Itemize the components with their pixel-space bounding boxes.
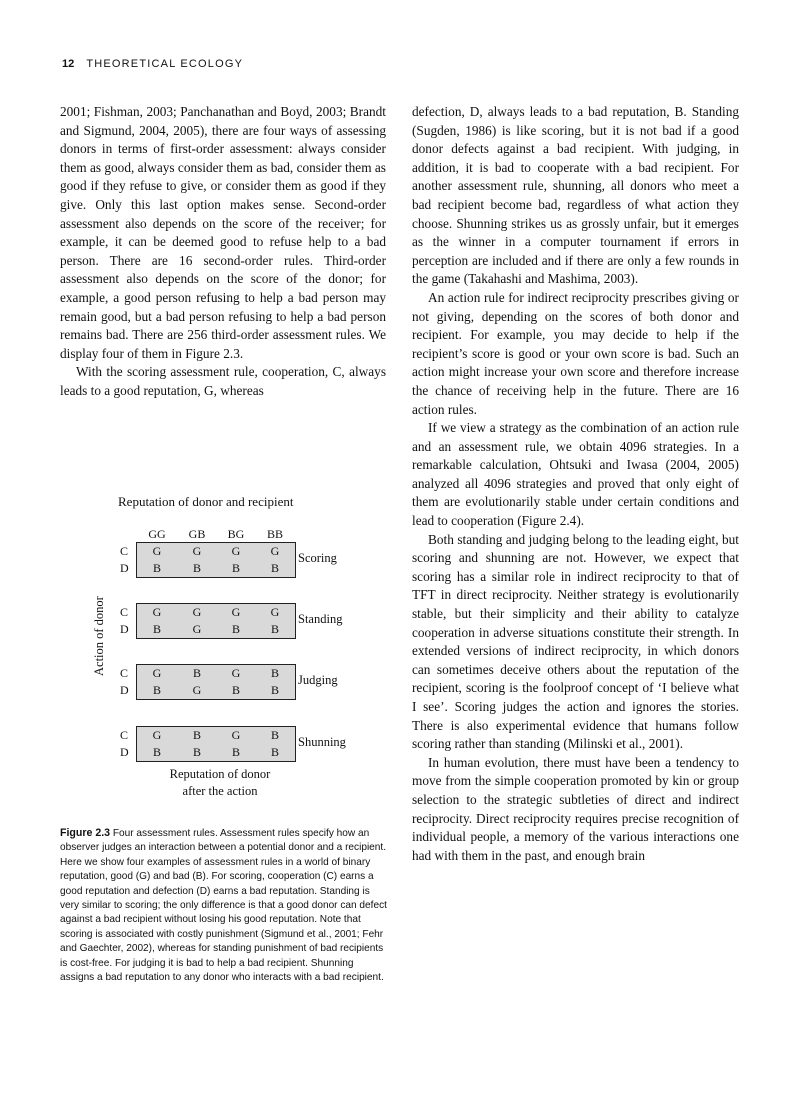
cell-standing-d-bb: B bbox=[270, 622, 279, 636]
cell-judging-c-gg: G bbox=[152, 666, 162, 680]
cell-shunning-d-gb: B bbox=[192, 745, 201, 759]
cell-standing-c-gb: G bbox=[192, 605, 202, 619]
column-header-gg: GG bbox=[148, 527, 166, 541]
cell-scoring-c-bg: G bbox=[231, 544, 241, 558]
cell-standing-c-bb: G bbox=[270, 605, 280, 619]
column-header-bg: BG bbox=[227, 527, 245, 541]
page-number: 12 bbox=[62, 58, 75, 70]
cell-shunning-c-gb: B bbox=[192, 728, 201, 742]
running-head bbox=[62, 58, 243, 70]
cell-standing-c-gg: G bbox=[152, 605, 162, 619]
cell-scoring-d-gg: B bbox=[152, 561, 161, 575]
rule-name-scoring: Scoring bbox=[298, 551, 337, 565]
cell-scoring-d-bb: B bbox=[270, 561, 279, 575]
left-column-text bbox=[60, 103, 386, 401]
cell-shunning-c-bg: G bbox=[231, 728, 241, 742]
cell-judging-d-gg: B bbox=[152, 683, 161, 697]
row-label-d: D bbox=[120, 622, 129, 636]
cell-judging-c-bb: B bbox=[270, 666, 279, 680]
row-label-c: C bbox=[120, 544, 129, 558]
figure-title: Reputation of donor and recipient bbox=[118, 494, 294, 509]
cell-shunning-c-gg: G bbox=[152, 728, 162, 742]
figure-caption bbox=[60, 826, 388, 985]
cell-scoring-c-gg: G bbox=[152, 544, 162, 558]
cell-judging-c-bg: G bbox=[231, 666, 241, 680]
cell-shunning-c-bb: B bbox=[270, 728, 279, 742]
caption-label: Figure 2.3 bbox=[60, 827, 111, 839]
left-paragraph-2: With the scoring assessment rule, cooperation, C, always leads to a good reputation, G, whereas bbox=[60, 364, 386, 398]
cell-scoring-d-gb: B bbox=[192, 561, 201, 575]
right-paragraph-4: Both standing and judging belong to the leading eight, but scoring and shunning are not. However, we expect that scoring has a similar role in indirect reciprocity to that of TFT in direct reciprocity. Neither strategy is evolutionarily stable, but their simplicity and their ability to catalyze cooperation in adverse situations constitute their strength. In extended versions of indirect reciprocity, in which donors can sometimes deceive others about the reputation of the recipient, scoring is the foolproof concept of ‘I believe what I see’. Scoring judges the action and ignores the stories. There is also experimental evidence that humans follow scoring rather than standing (Milinski et al., 2001). bbox=[412, 531, 739, 752]
right-paragraph-3: If we view a strategy as the combination of an action rule and an assessment rule, we obtain 4096 strategies. In a remarkable calculation, Ohtsuki and Iwasa (2004, 2005) analyzed all 4096 strategies and proved that only eight of them are evolutionarily stable under certain conditions and lead to cooperation (Figure 2.4). bbox=[412, 420, 739, 529]
cell-shunning-d-bb: B bbox=[270, 745, 279, 759]
rule-name-judging: Judging bbox=[298, 673, 338, 687]
left-paragraph-1: 2001; Fishman, 2003; Panchanathan and Boyd, 2003; Brandt and Sigmund, 2004, 2005), there are four ways of assessing donors in terms of first-order assessment: always consider them as good, always consider them as bad, consider them as good if they refuse to give, or consider them as good if they give. Only this last option makes sense. Second-order assessment also depends on the score of the receiver; for example, it can be deemed good to refuse help to a bad person. There are 16 second-order rules. Third-order assessment also depends on the score of the donor; for example, a good person refusing to help a bad person may remain good, but a bad person refusing to help a bad person remains bad. There are 256 third-order assessment rules. We display four of them in Figure 2.3. bbox=[60, 104, 386, 361]
running-title: THEORETICAL ECOLOGY bbox=[86, 58, 244, 70]
column-header-gb: GB bbox=[188, 527, 206, 541]
row-label-d: D bbox=[120, 561, 129, 575]
cell-scoring-c-bb: G bbox=[270, 544, 280, 558]
cell-scoring-c-gb: G bbox=[192, 544, 202, 558]
figure-bottom-label bbox=[120, 766, 320, 800]
cell-judging-c-gb: B bbox=[192, 666, 201, 680]
caption-text: Four assessment rules. Assessment rules specify how an observer judges an interaction between a potential donor and a recipient. Here we show four examples of assessment rules in a world of binary reputation, good (G) and bad (B). For scoring, cooperation (C) earns a good reputation and defection (D) earns a bad reputation. Standing is very similar to scoring; the only difference is that a good donor can defect against a bad recipient without losing his good reputation. Note that scoring is associated with costly punishment (Sigmund et al., 2001; Fehr and Gaechter, 2002), whereas for standing punishment of bad recipients is cost-free. For judging it is bad to help a bad recipient. Shunning assigns a bad reputation to any donor who interacts with a bad recipient. bbox=[60, 828, 387, 984]
rule-name-standing: Standing bbox=[298, 612, 343, 626]
y-axis-label: Action of donor bbox=[92, 596, 106, 676]
cell-shunning-d-bg: B bbox=[231, 745, 240, 759]
cell-judging-d-bg: B bbox=[231, 683, 240, 697]
row-label-c: C bbox=[120, 728, 129, 742]
cell-judging-d-bb: B bbox=[270, 683, 279, 697]
right-paragraph-2: An action rule for indirect reciprocity prescribes giving or not giving, depending on the scores of both donor and recipient. For example, you may decide to help if the recipient’s score is good or your own score is bad. Such an action might increase your own score and therefore increase the chance of receiving help in the future. There are 16 action rules. bbox=[412, 289, 739, 417]
row-label-d: D bbox=[120, 683, 129, 697]
row-label-c: C bbox=[120, 666, 129, 680]
column-header-bb: BB bbox=[266, 527, 283, 541]
cell-standing-d-gg: B bbox=[152, 622, 161, 636]
cell-standing-d-gb: G bbox=[192, 622, 202, 636]
cell-shunning-d-gg: B bbox=[152, 745, 161, 759]
rule-name-shunning: Shunning bbox=[298, 735, 346, 749]
row-label-c: C bbox=[120, 605, 129, 619]
right-column-text bbox=[412, 103, 739, 865]
figure-2-3-assessment-rules bbox=[60, 490, 390, 820]
cell-scoring-d-bg: B bbox=[231, 561, 240, 575]
right-paragraph-5: In human evolution, there must have been a tendency to move from the simple cooperation promoted by kin or group selection to the strategic subtleties of direct and indirect reciprocity. Direct reciprocity requires precise recognition of individual people, a memory of the various interactions one had with them in the past, and enough brain bbox=[412, 754, 739, 863]
cell-judging-d-gb: G bbox=[192, 683, 202, 697]
bottom-label-line-1: Reputation of donor bbox=[169, 767, 271, 781]
row-label-d: D bbox=[120, 745, 129, 759]
right-paragraph-1: defection, D, always leads to a bad reputation, B. Standing (Sugden, 1986) is like scoring, but it is not bad if a good donor defects against a bad recipient. With judging, in addition, it is bad to cooperate with a bad recipient. For another assessment rule, shunning, all donors who meet a bad recipient become bad, regardless of what action they choose. Shunning strikes us as grossly unfair, but it emerges as the winner in a computer tournament if errors in perception are included and if there are only a few rounds in the game (Takahashi and Mashima, 2003). bbox=[412, 104, 739, 287]
cell-standing-c-bg: G bbox=[231, 605, 241, 619]
bottom-label-line-2: after the action bbox=[182, 784, 258, 798]
cell-standing-d-bg: B bbox=[231, 622, 240, 636]
